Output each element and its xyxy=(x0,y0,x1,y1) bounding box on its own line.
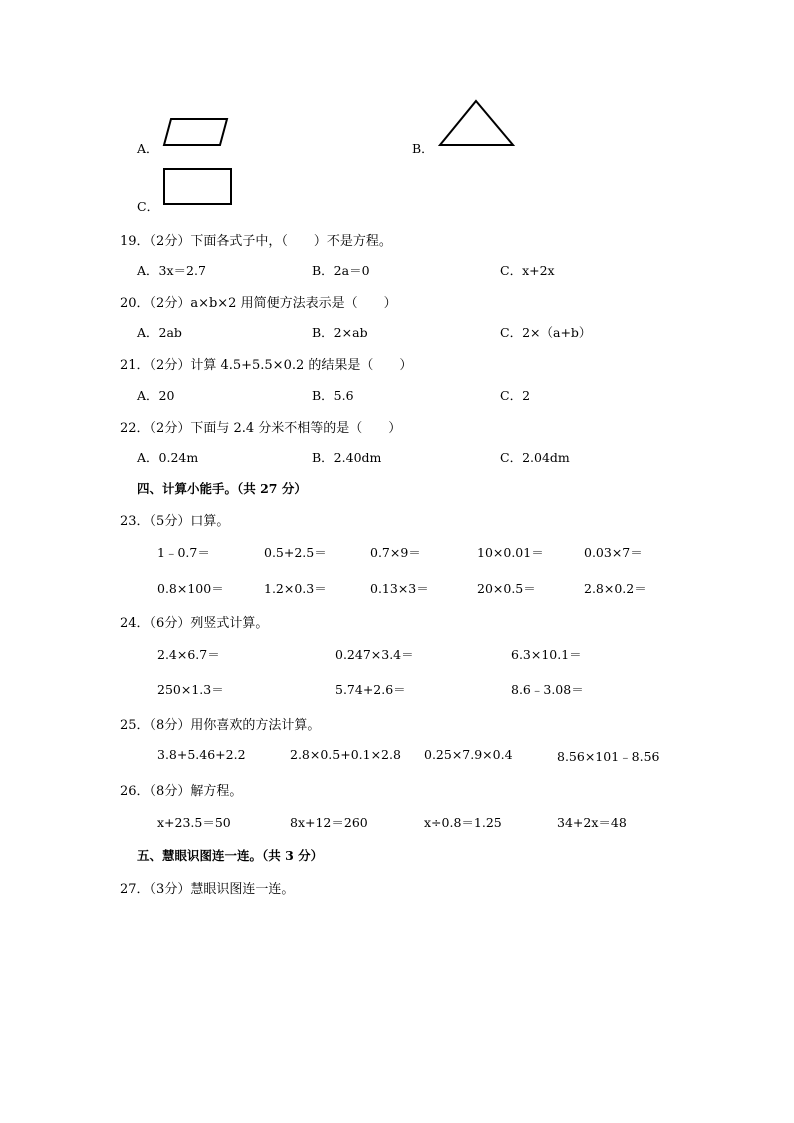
q24-item: 250×1.3＝ xyxy=(157,682,224,697)
rectangle-figure xyxy=(162,167,234,207)
question-23-stem: 23．（5分）口算。 xyxy=(120,514,230,529)
parallelogram-figure xyxy=(162,116,230,148)
q21-option-a: A．20 xyxy=(137,388,175,403)
q22-option-c: C．2.04dm xyxy=(500,450,570,465)
q25-item: 3.8+5.46+2.2 xyxy=(157,747,246,762)
q23-item: 0.03×7＝ xyxy=(584,545,643,560)
q24-item: 2.4×6.7＝ xyxy=(157,647,220,662)
triangle-shape xyxy=(440,101,513,145)
q19-option-c: C．x+2x xyxy=(500,263,555,278)
q23-item: 1﹣0.7＝ xyxy=(157,545,210,560)
q25-item: 2.8×0.5+0.1×2.8 xyxy=(290,747,401,762)
q23-item: 10×0.01＝ xyxy=(477,545,544,560)
q24-item: 8.6﹣3.08＝ xyxy=(511,682,584,697)
q23-item: 2.8×0.2＝ xyxy=(584,581,647,596)
question-25-stem: 25．（8分）用你喜欢的方法计算。 xyxy=(120,718,321,733)
q26-item: 8x+12＝260 xyxy=(290,815,368,830)
rectangle-shape xyxy=(164,169,231,204)
q26-item: x÷0.8＝1.25 xyxy=(424,815,502,830)
question-27-stem: 27．（3分）慧眼识图连一连。 xyxy=(120,882,295,897)
q21-option-c: C．2 xyxy=(500,388,531,403)
q23-item: 0.5+2.5＝ xyxy=(264,545,327,560)
q24-item: 0.247×3.4＝ xyxy=(335,647,414,662)
q26-item: 34+2x＝48 xyxy=(557,815,627,830)
q26-item: x+23.5＝50 xyxy=(157,815,231,830)
question-26-stem: 26．（8分）解方程。 xyxy=(120,784,243,799)
q23-item: 0.7×9＝ xyxy=(370,545,421,560)
q23-item: 0.8×100＝ xyxy=(157,581,224,596)
q20-option-c: C．2×（a+b） xyxy=(500,325,592,340)
section-4-heading: 四、计算小能手。（共 27 分） xyxy=(137,481,307,496)
q21-option-b: B．5.6 xyxy=(312,388,354,403)
q19-option-a: A．3x＝2.7 xyxy=(137,263,206,278)
q20-option-b: B．2×ab xyxy=(312,325,368,340)
option-b-label: B． xyxy=(412,141,434,156)
question-19-stem: 19．（2分）下面各式子中，（ ）不是方程。 xyxy=(120,234,392,249)
q19-option-b: B．2a＝0 xyxy=(312,263,370,278)
option-a-label: A． xyxy=(137,141,159,156)
q23-item: 20×0.5＝ xyxy=(477,581,536,596)
q25-item: 0.25×7.9×0.4 xyxy=(424,747,513,762)
question-20-stem: 20．（2分）a×b×2 用简便方法表示是（ ） xyxy=(120,296,397,311)
section-5-heading: 五、慧眼识图连一连。（共 3 分） xyxy=(137,848,324,863)
q22-option-a: A．0.24m xyxy=(137,450,199,465)
triangle-figure xyxy=(437,97,517,149)
q23-item: 0.13×3＝ xyxy=(370,581,429,596)
q24-item: 6.3×10.1＝ xyxy=(511,647,582,662)
q24-item: 5.74+2.6＝ xyxy=(335,682,406,697)
q23-item: 1.2×0.3＝ xyxy=(264,581,327,596)
q25-item: 8.56×101﹣8.56 xyxy=(557,749,660,764)
question-24-stem: 24．（6分）列竖式计算。 xyxy=(120,616,269,631)
option-c-label: C． xyxy=(137,199,160,214)
parallelogram-shape xyxy=(164,119,227,145)
q22-option-b: B．2.40dm xyxy=(312,450,382,465)
question-21-stem: 21．（2分）计算 4.5+5.5×0.2 的结果是（ ） xyxy=(120,358,413,373)
question-22-stem: 22．（2分）下面与 2.4 分米不相等的是（ ） xyxy=(120,421,402,436)
q20-option-a: A．2ab xyxy=(137,325,182,340)
